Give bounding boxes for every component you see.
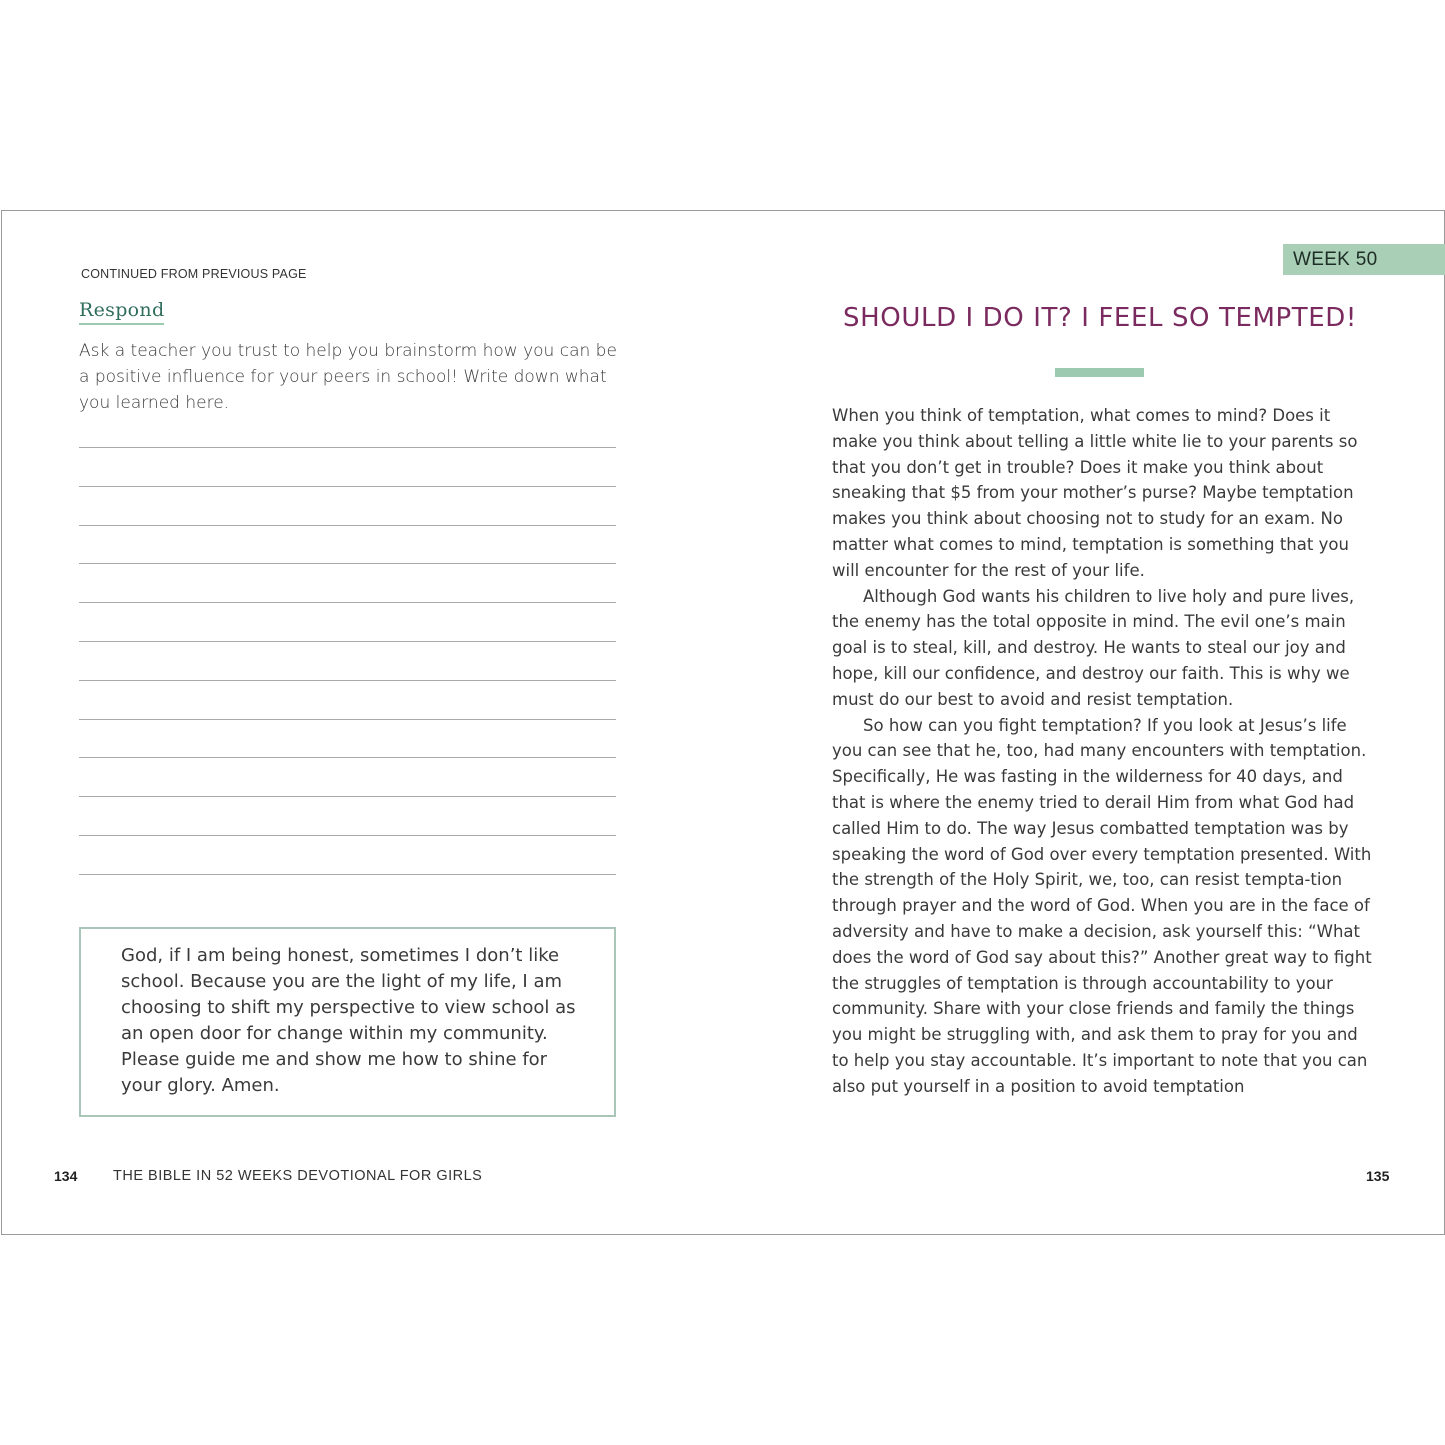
week-tab [1283, 244, 1445, 275]
writing-line[interactable] [79, 757, 616, 758]
writing-line[interactable] [79, 486, 616, 487]
writing-line[interactable] [79, 719, 616, 720]
page-title: SHOULD I DO IT? I FEEL SO TEMPTED! [843, 303, 1357, 333]
page-number-left: 134 [54, 1168, 78, 1184]
title-rule [1055, 368, 1144, 377]
page-number-right: 135 [1366, 1168, 1390, 1184]
running-title: THE BIBLE IN 52 WEEKS DEVOTIONAL FOR GIRLS [113, 1168, 483, 1184]
prayer-box [79, 927, 616, 1117]
writing-line[interactable] [79, 835, 616, 836]
writing-line[interactable] [79, 641, 616, 642]
body-text [832, 403, 1377, 1100]
book-spread [1, 210, 1445, 1235]
body-paragraph-2: Although God wants his children to live holy and pure lives, the enemy has the total opposite in mind. The evil one’s main goal is to steal, kill, and destroy. He wants to steal our joy and hope, kill our confidence, and destroy our faith. This is why we must do our best to avoid and resist temptation. [832, 586, 1355, 709]
body-paragraph-3: So how can you fight temptation? If you look at Jesus’s life you can see that he, too, had many encounters with temptation. Specifically, He was fasting in the wilderness for 40 days, and that is where the enemy tried to derail Him from what God had called Him to do. The way Jesus combatted temptation was by speaking the word of God over every temptation presented. With the strength of the Holy Spirit, we, too, can resist tempta-tion through prayer and the word of God. When you are in the face of adversity and have to make a decision, ask yourself this: “What does the word of God say about this?” Another great way to fight the struggles of temptation is through accountability to your community. Share with your close friends and family the things you might be struggling with, and ask them to pray for you and to help you stay accountable. It’s important to note that you can also put yourself in a position to avoid temptation [832, 715, 1372, 1096]
right-page [723, 211, 1444, 1234]
writing-line[interactable] [79, 447, 616, 448]
week-label: WEEK 50 [1293, 249, 1378, 270]
writing-line[interactable] [79, 525, 616, 526]
writing-line[interactable] [79, 796, 616, 797]
writing-line[interactable] [79, 602, 616, 603]
continued-label: CONTINUED FROM PREVIOUS PAGE [81, 267, 307, 281]
respond-heading: Respond [79, 299, 164, 325]
respond-prompt: Ask a teacher you trust to help you brainstorm how you can be a positive influence for your peers in school! Write down what you learned here. [79, 341, 617, 413]
writing-line[interactable] [79, 563, 616, 564]
writing-line[interactable] [79, 874, 616, 875]
prayer-text: God, if I am being honest, sometimes I don’t like school. Because you are the light of my life, I am choosing to shift my perspective to view school as an open door for change within my community. Please guide me and show me how to shine for your glory. Amen. [121, 945, 576, 1096]
left-page [2, 211, 723, 1234]
body-paragraph-1: When you think of temptation, what comes to mind? Does it make you think about telling a little white lie to your parents so that you don’t get in trouble? Does it make you think about sneaking that $5 from your mother’s purse? Maybe temptation makes you think about choosing not to study for an exam. No matter what comes to mind, temptation is something that you will encounter for the rest of your life. [832, 406, 1358, 580]
writing-lines[interactable] [79, 447, 616, 877]
writing-line[interactable] [79, 680, 616, 681]
